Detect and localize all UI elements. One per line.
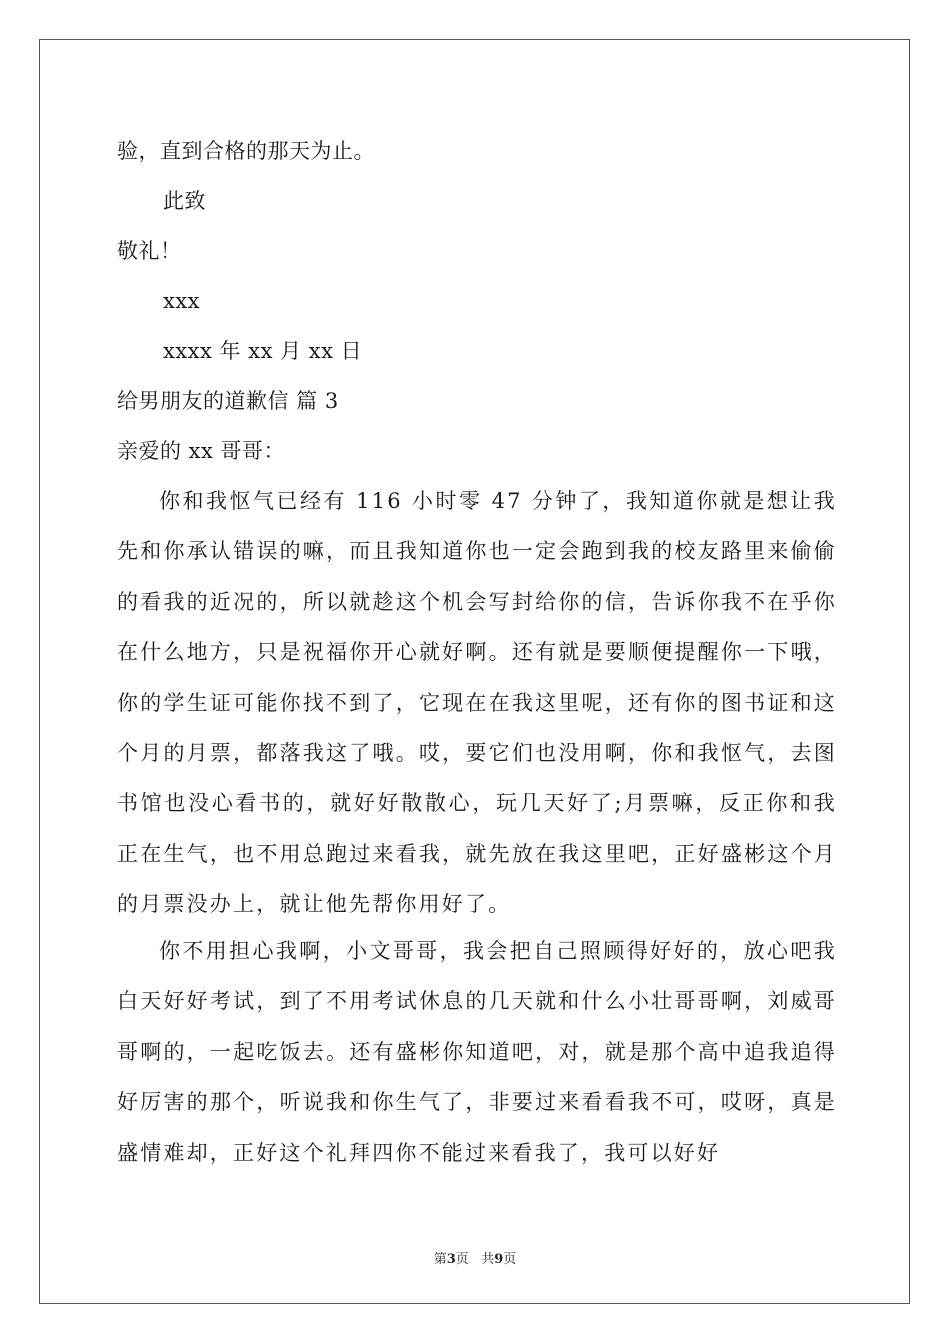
salutation: 亲爱的 xx 哥哥： <box>117 439 286 463</box>
continued-line: 验，直到合格的那天为止。 <box>117 139 375 163</box>
page-suffix: 页 <box>455 1252 469 1267</box>
signature: xxx <box>163 289 201 313</box>
letter-date: xxxx 年 xx 月 xx 日 <box>163 339 363 363</box>
closing-greeting: 此致 <box>163 189 206 213</box>
closing-salute: 敬礼！ <box>117 239 182 263</box>
paragraph-1: 你和我怄气已经有 116 小时零 47 分钟了，我知道你就是想让我先和你承认错误的嘛，而且我知道你也一定会跑到我的校友路里来偷偷的看我的近况的，所以就趁这个机会写封给你的信，告诉你我不在乎你在什么地方，只是祝福你开心就好啊。还有就是要顺便提醒你一下哦，你的学生证可能你找不到了，它现在在我这里呢，还有你的图书证和这个月的月票，都落我这了哦。哎，要它们也没用啊，你和我怄气，去图书馆也没心看书的，就好好散散心，玩几天好了;月票嘛，反正你和我正在生气，也不用总跑过来看我，就先放在我这里吧，正好盛彬这个月的月票没办上，就让他先帮你用好了。 <box>117 489 837 917</box>
page-prefix: 第 <box>433 1252 447 1267</box>
page-current: 3 <box>446 1252 456 1267</box>
paragraph-2: 你不用担心我啊，小文哥哥，我会把自己照顾得好好的，放心吧我白天好好考试，到了不用考试休息的几天就和什么小壮哥哥啊，刘威哥哥啊的，一起吃饭去。还有盛彬你知道吧，对，就是那个高中追我追得好厉害的那个，听说我和你生气了，非要过来看看我不可，哎呀，真是盛情难却，正好这个礼拜四你不能过来看我了，我可以好好 <box>117 939 837 1165</box>
page-total: 9 <box>494 1252 504 1267</box>
page-footer <box>0 1248 950 1267</box>
total-suffix: 页 <box>503 1252 517 1267</box>
total-prefix: 共 <box>481 1252 495 1267</box>
section-title: 给男朋友的道歉信 篇 3 <box>117 389 339 413</box>
